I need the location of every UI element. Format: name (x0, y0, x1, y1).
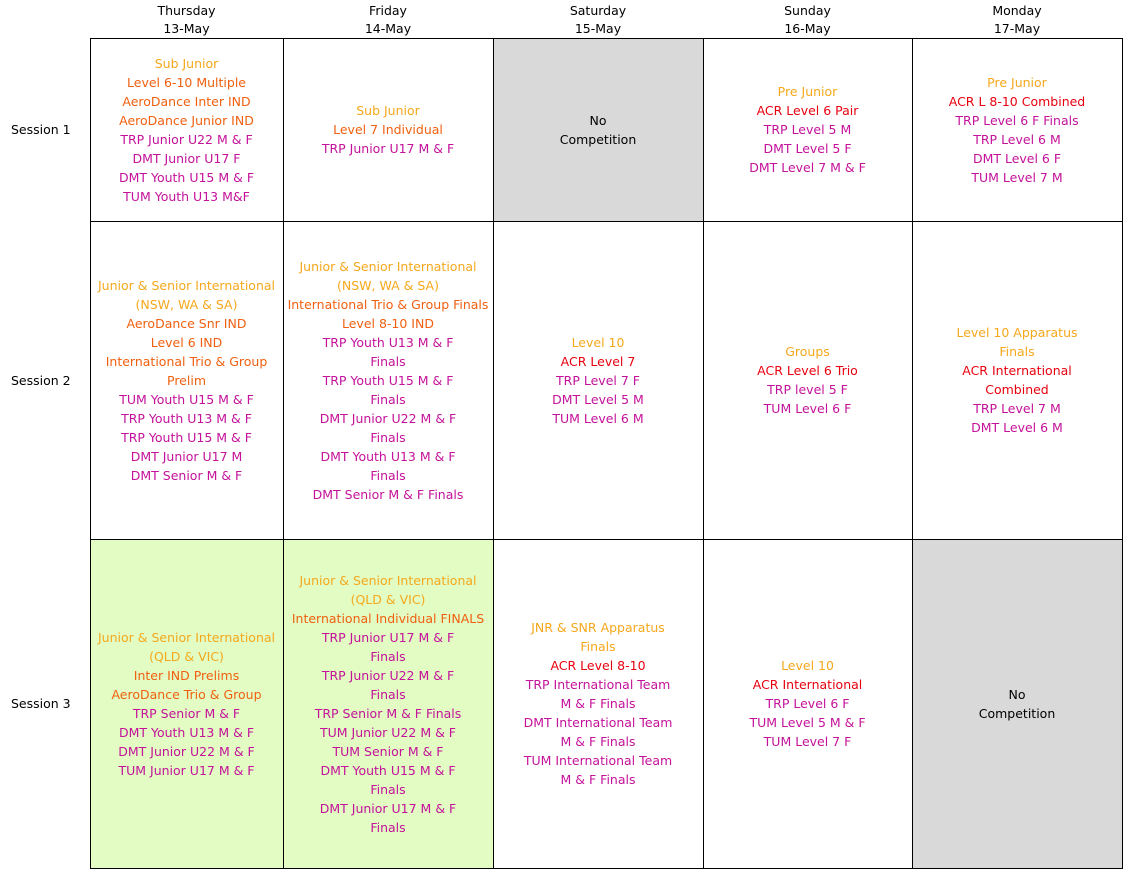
event-line: Finals (370, 781, 406, 797)
event-line: TRP Junior U22 M & F (321, 667, 455, 683)
event-line: TRP Junior U17 M & F (321, 141, 455, 156)
event-line: DMT Level 7 M & F (749, 160, 866, 175)
day-date: 16-May (784, 21, 831, 36)
day-name: Monday (992, 3, 1042, 18)
schedule-cell (493, 539, 703, 868)
event-line: Combined (985, 382, 1049, 397)
event-line: Level 10 (781, 658, 834, 673)
event-line: Pre Junior (777, 84, 838, 99)
event-line: JNR & SNR Apparatus (531, 620, 665, 635)
event-line: DMT Level 6 M (971, 420, 1063, 435)
event-line: DMT Level 5 F (763, 141, 852, 156)
event-line: (NSW, WA & SA) (135, 296, 238, 312)
event-line: Competition (978, 705, 1056, 721)
event-line: TRP Level 6 M (973, 131, 1061, 147)
event-line: ACR Level 6 Pair (756, 103, 859, 118)
event-line: Finals (370, 686, 406, 702)
event-line: DMT Junior U22 M & F (118, 743, 255, 759)
event-line: DMT Senior M & F Finals (312, 486, 464, 502)
event-line: Pre Junior (987, 74, 1047, 90)
event-line: ACR Level 7 (560, 353, 636, 369)
event-line: Sub Junior (154, 55, 219, 71)
event-line: DMT Youth U15 M & F (320, 762, 456, 778)
event-line: TRP Youth U13 M & F (322, 334, 454, 350)
event-line: Junior & Senior International (97, 277, 276, 293)
session-label: Session 1 (11, 122, 71, 137)
schedule-cell (283, 38, 493, 221)
event-line: Prelim (167, 372, 206, 388)
schedule-cell (912, 221, 1122, 539)
event-line: TRP Junior U22 M & F (120, 131, 253, 147)
event-line: TUM Junior U17 M & F (118, 762, 255, 778)
event-line: TUM Level 6 F (763, 401, 852, 416)
grid-vline (493, 38, 494, 869)
event-line: DMT Junior U22 M & F (319, 410, 457, 426)
grid-hline (90, 539, 1123, 540)
schedule-cell (90, 221, 283, 539)
day-header (912, 2, 1122, 38)
event-line: TUM Junior U22 M & F (319, 724, 456, 740)
event-line: TUM International Team (523, 753, 673, 768)
day-date: 15-May (574, 21, 622, 36)
day-name: Thursday (157, 3, 216, 18)
event-line: Finals (370, 391, 406, 407)
event-line: AeroDance Inter IND (122, 93, 251, 109)
event-line: ACR Level 8-10 (550, 658, 646, 673)
event-line: Finals (999, 344, 1035, 359)
event-line: TRP International Team (525, 677, 671, 692)
event-line: International Trio & Group (105, 353, 268, 369)
event-line: TRP Level 7 M (973, 401, 1061, 416)
schedule-cell (703, 38, 912, 221)
event-line: Level 7 Individual (333, 122, 443, 137)
event-line: Finals (370, 819, 406, 835)
event-line: TUM Youth U13 M&F (123, 188, 250, 204)
event-line: Junior & Senior International (299, 572, 477, 588)
grid-hline (90, 868, 1123, 869)
event-line: Competition (559, 131, 637, 147)
grid-vline (90, 38, 91, 869)
event-line: ACR International (752, 677, 863, 692)
event-line: AeroDance Junior IND (119, 112, 254, 128)
event-line: TRP Youth U13 M & F (121, 410, 252, 426)
event-line: DMT Senior M & F (130, 467, 243, 483)
event-line: Finals (370, 353, 406, 369)
event-line: Sub Junior (356, 103, 420, 118)
event-line: Inter IND Prelims (133, 667, 240, 683)
event-line: Finals (370, 648, 406, 664)
event-line: Level 6 IND (150, 334, 223, 350)
event-line: TRP level 5 F (767, 382, 848, 397)
event-line: DMT Junior U17 F (132, 150, 241, 166)
event-line: (NSW, WA & SA) (337, 277, 439, 293)
event-line: TRP Level 7 F (556, 372, 640, 388)
schedule-cell (90, 539, 283, 868)
day-header (703, 2, 912, 38)
schedule-cell (912, 539, 1122, 868)
event-line: DMT Youth U13 M & F (118, 724, 255, 740)
event-line: Finals (580, 639, 616, 654)
event-line: DMT International Team (523, 715, 673, 730)
schedule-cell (283, 221, 493, 539)
event-line: Level 10 Apparatus (956, 325, 1078, 340)
event-line: M & F Finals (560, 772, 636, 787)
event-line: ACR International (962, 363, 1072, 378)
event-line: International Trio & Group Finals (287, 296, 489, 312)
event-line: TUM Level 7 M (971, 169, 1063, 185)
event-line: No (1008, 686, 1026, 702)
grid-vline (912, 38, 913, 869)
grid-hline (90, 221, 1123, 222)
event-line: Junior & Senior International (299, 258, 477, 274)
event-line: TRP Youth U15 M & F (121, 429, 252, 445)
day-name: Sunday (784, 3, 831, 18)
event-line: No (589, 112, 607, 128)
event-line: (QLD & VIC) (149, 648, 224, 664)
event-line: TUM Senior M & F (332, 743, 444, 759)
schedule-cell (493, 221, 703, 539)
grid-vline (1122, 38, 1123, 869)
grid-vline (283, 38, 284, 869)
day-date: 14-May (364, 21, 412, 36)
event-line: TUM Level 5 M & F (749, 715, 866, 730)
event-line: TRP Junior U17 M & F (321, 629, 455, 645)
day-name: Friday (369, 3, 407, 18)
event-line: TRP Senior M & F Finals (314, 705, 462, 721)
event-line: TRP Level 6 F Finals (955, 112, 1079, 128)
session-label: Session 2 (11, 372, 71, 388)
event-line: TRP Level 5 M (763, 122, 852, 137)
event-line: DMT Junior U17 M (130, 448, 243, 464)
event-line: Groups (785, 344, 830, 359)
event-line: M & F Finals (560, 734, 636, 749)
event-line: International Individual FINALS (291, 610, 485, 626)
event-line: TRP Level 6 F (765, 696, 850, 711)
day-name: Saturday (569, 3, 627, 18)
event-line: (QLD & VIC) (350, 591, 426, 607)
event-line: Level 8-10 IND (342, 315, 434, 331)
schedule-cell (703, 221, 912, 539)
event-line: DMT Level 6 F (972, 150, 1062, 166)
event-line: AeroDance Snr IND (126, 315, 247, 331)
event-line: M & F Finals (560, 696, 636, 711)
event-line: TUM Youth U15 M & F (119, 391, 254, 407)
event-line: DMT Junior U17 M & F (319, 800, 457, 816)
session-label: Session 3 (11, 696, 71, 711)
event-line: Level 10 (571, 334, 625, 350)
event-line: ACR L 8-10 Combined (948, 93, 1086, 109)
event-line: ACR Level 6 Trio (757, 363, 858, 378)
grid-vline (703, 38, 704, 869)
day-date: 17-May (993, 21, 1041, 36)
schedule-cell (90, 38, 283, 221)
event-line: Finals (370, 467, 406, 483)
event-line: DMT Youth U15 M & F (118, 169, 255, 185)
day-header (493, 2, 703, 38)
day-header (90, 2, 283, 38)
event-line: TRP Senior M & F (132, 705, 241, 721)
grid-hline (90, 38, 1123, 39)
schedule-cell (493, 38, 703, 221)
day-header (283, 2, 493, 38)
event-line: DMT Level 5 M (552, 391, 644, 407)
event-line: DMT Youth U13 M & F (320, 448, 456, 464)
schedule-cell (283, 539, 493, 868)
event-line: Junior & Senior International (97, 629, 276, 645)
event-line: Level 6-10 Multiple (127, 74, 246, 90)
event-line: Finals (370, 429, 406, 445)
schedule-cell (912, 38, 1122, 221)
event-line: TUM Level 7 F (763, 734, 852, 749)
event-line: AeroDance Trio & Group (111, 686, 262, 702)
event-line: TRP Youth U15 M & F (322, 372, 454, 388)
day-date: 13-May (163, 21, 210, 36)
schedule-cell (703, 539, 912, 868)
event-line: TUM Level 6 M (552, 410, 644, 426)
